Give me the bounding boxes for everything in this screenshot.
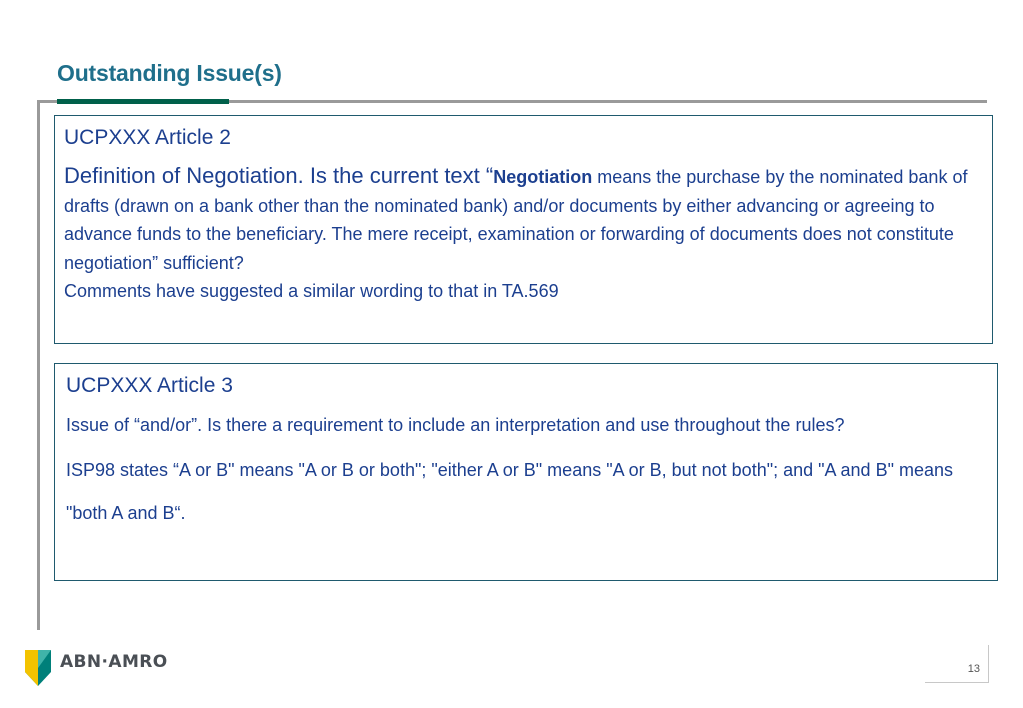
article-3-isp98: ISP98 states “A or B" means "A or B or both"; "either A or B" means "A or B, but not both"; and "A and B" means "both A and B“. (66, 460, 953, 523)
article-2-comment: Comments have suggested a similar wording to that in TA.569 (64, 281, 559, 301)
slide-title: Outstanding Issue(s) (57, 60, 282, 86)
title-accent-bar (57, 99, 229, 104)
article-3-heading: UCPXXX Article 3 (66, 374, 233, 397)
article-2-heading: UCPXXX Article 2 (64, 126, 231, 149)
logo-wordmark: ABN·AMRO (60, 652, 168, 672)
article-2-question (64, 162, 982, 277)
abn-amro-logo (25, 650, 168, 686)
article-2-box (54, 115, 993, 344)
article-2-definition: means the purchase by the nominated bank of drafts (drawn on a bank other than the nominated bank) and/or documents by either advancing or agreeing to advance funds to the beneficiary. The mere receipt, examination or forwarding of documents does not constitute negotiation” sufficient? (64, 167, 968, 273)
article-3-box (54, 363, 998, 581)
page-number-box (925, 645, 989, 683)
article-2-lead: Definition of Negotiation. Is the current text “ (64, 163, 494, 188)
shield-logo-icon (25, 650, 51, 686)
article-3-issue: Issue of “and/or”. Is there a requirement to include an interpretation and use throughout the rules? (66, 415, 845, 435)
left-rule (37, 100, 40, 630)
page-number: 13 (967, 663, 980, 675)
negotiation-term: Negotiation (493, 167, 593, 187)
